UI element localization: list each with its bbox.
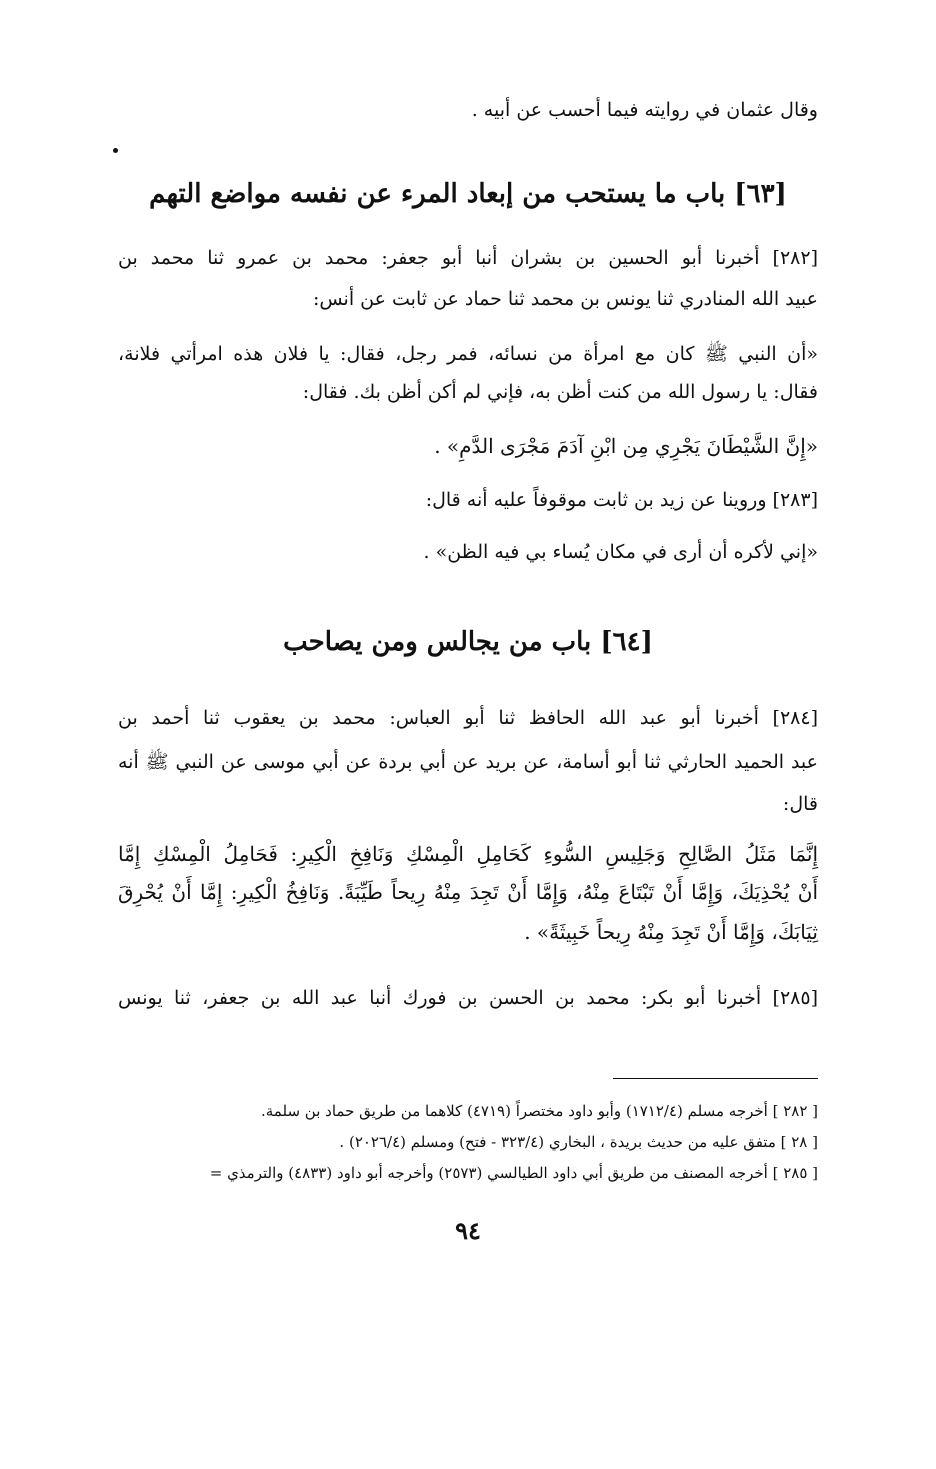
hadith-284-text-line-1: إِنَّمَا مَثَلُ الصَّالِحِ وَجَلِيسِ السُّوءِ كَحَامِلِ الْمِسْكِ وَنَافِخِ الْكِيرِ: فَحَامِلُ الْمِسْكِ إِمَّا bbox=[118, 842, 818, 866]
footnote-282: [ ٢٨٢ ] أخرجه مسلم (١٧١٢/٤) وأبو داود مختصراً (٤٧١٩) كلاهما من طريق حماد بن سلمة. bbox=[261, 1102, 818, 1120]
footnote-283: [ ٢٨ ] متفق عليه من حديث بريدة ، البخاري (٣٢٣/٤ - فتح) ومسلم (٢٠٢٦/٤) . bbox=[339, 1133, 818, 1151]
hadith-283-line-2: «إني لأكره أن أرى في مكان يُساء بي فيه الظن» . bbox=[423, 541, 818, 563]
hadith-282-prophetic-saying: «إِنَّ الشَّيْطَانَ يَجْرِي مِن ابْنِ آدَمَ مَجْرَى الدَّمِ» . bbox=[434, 434, 818, 458]
ink-dot bbox=[113, 148, 118, 153]
hadith-282-chain-line-1: [٢٨٢] أخبرنا أبو الحسين بن بشران أنبا أبو جعفر: محمد بن عمرو ثنا محمد بن bbox=[118, 247, 818, 269]
hadith-282-text-line-1: «أن النبي ﷺ كان مع امرأة من نسائه، فمر رجل، فقال: يا فلان هذه امرأتي فلانة، bbox=[118, 343, 818, 365]
hadith-282-chain-line-2: عبيد الله المنادري ثنا يونس بن محمد ثنا حماد عن ثابت عن أنس: bbox=[312, 288, 818, 310]
hadith-282-text-line-2: فقال: يا رسول الله من كنت أظن به، فإني لم أكن أظن بك. فقال: bbox=[302, 381, 818, 403]
hadith-284-text-line-2: أَنْ يُحْذِيَكَ، وَإِمَّا أَنْ تَبْتَاعَ مِنْهُ، وَإِمَّا أَنْ تَجِدَ مِنْهُ رِيحاً طَيِّبَةً. وَنَافِخُ الْكِيرِ: إِمَّا أَنْ يُحْرِقَ bbox=[118, 880, 818, 904]
hadith-285-line-1: [٢٨٥] أخبرنا أبو بكر: محمد بن الحسن بن فورك أنبا عبد الله بن جعفر، ثنا يونس bbox=[118, 987, 818, 1009]
hadith-284-text-line-3: ثِيَابَكَ، وَإِمَّا أَنْ تَجِدَ مِنْهُ رِيحاً خَبِيثَةً» . bbox=[524, 920, 818, 944]
hadith-284-chain-line-3: قال: bbox=[782, 793, 818, 815]
chapter-63-heading: [٦٣] باب ما يستحب من إبعاد المرء عن نفسه مواضع التهم bbox=[149, 179, 787, 209]
footnote-divider bbox=[613, 1078, 818, 1079]
intro-line: وقال عثمان في روايته فيما أحسب عن أبيه . bbox=[471, 99, 818, 121]
hadith-284-chain-line-2: عبد الحميد الحارثي ثنا أبو أسامة، عن بريد عن أبي بردة عن أبي موسى عن النبي ﷺ أنه bbox=[118, 751, 819, 773]
chapter-64-heading: [٦٤] باب من يجالس ومن يصاحب bbox=[283, 627, 653, 657]
hadith-283-line-1: [٢٨٣] وروينا عن زيد بن ثابت موقوفاً عليه أنه قال: bbox=[425, 489, 818, 511]
hadith-284-chain-line-1: [٢٨٤] أخبرنا أبو عبد الله الحافظ ثنا أبو العباس: محمد بن يعقوب ثنا أحمد بن bbox=[118, 707, 818, 729]
page-number: ٩٤ bbox=[455, 1216, 481, 1245]
footnote-285: [ ٢٨٥ ] أخرجه المصنف من طريق أبي داود الطيالسي (٢٥٧٣) وأخرجه أبو داود (٤٨٣٣) والترمذي = bbox=[209, 1164, 818, 1182]
